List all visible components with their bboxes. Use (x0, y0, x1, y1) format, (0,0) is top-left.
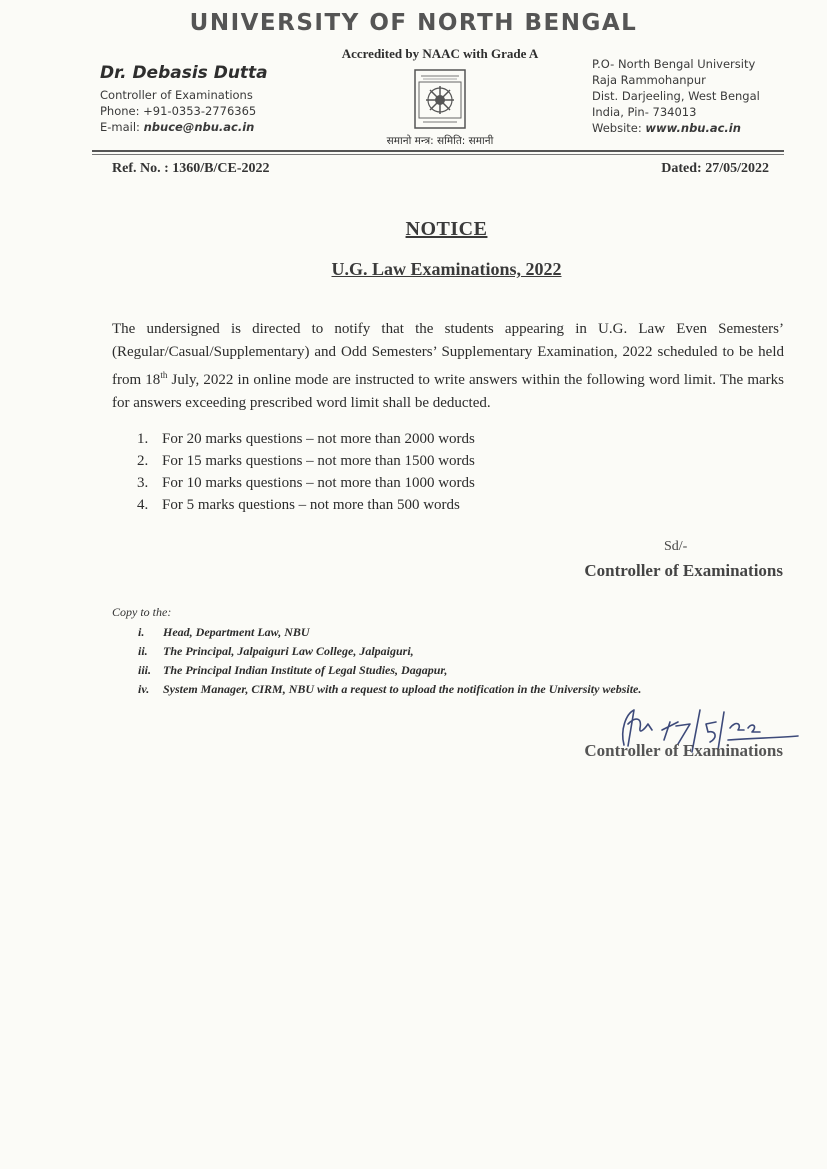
list-text: System Manager, CIRM, NBU with a request to upload the notification in the University website. (163, 682, 642, 696)
university-name: UNIVERSITY OF NORTH BENGAL (189, 10, 638, 36)
list-item (137, 494, 475, 516)
signatory-title: Controller of Examinations (584, 561, 783, 580)
list-text: The Principal Indian Institute of Legal Studies, Dagapur, (163, 663, 448, 677)
notice-body (112, 318, 784, 415)
website-label: Website: (592, 121, 646, 135)
list-item (138, 661, 641, 680)
website-line (592, 120, 760, 136)
controller-designation: Controller of Examinations (100, 88, 253, 102)
address-line-4: India, Pin- 734013 (592, 105, 697, 119)
copy-to-heading: Copy to the: (112, 605, 172, 619)
notice-date: Dated: 27/05/2022 (661, 161, 769, 176)
list-number: 4. (137, 497, 149, 513)
list-number: 3. (137, 475, 149, 491)
notice-subtitle: U.G. Law Examinations, 2022 (331, 259, 562, 279)
list-number: 1. (137, 431, 149, 447)
list-item (138, 623, 641, 642)
reference-number: Ref. No. : 1360/B/CE-2022 (112, 161, 270, 176)
body-superscript: th (160, 370, 168, 380)
list-text: The Principal, Jalpaiguri Law College, Jalpaiguri, (163, 644, 414, 658)
list-item (138, 642, 641, 661)
list-number: iv. (138, 682, 150, 696)
list-text: For 10 marks questions – not more than 1000 words (162, 475, 475, 491)
address-block (592, 56, 760, 136)
list-item (137, 472, 475, 494)
email-label: E-mail: (100, 120, 144, 134)
list-number: i. (138, 625, 145, 639)
header-divider-thin (92, 154, 784, 155)
controller-email-line (100, 119, 268, 135)
word-limit-list (137, 428, 475, 516)
list-text: For 20 marks questions – not more than 2000 words (162, 431, 475, 447)
address-line-2: Raja Rammohanpur (592, 73, 706, 87)
university-emblem-icon (413, 68, 467, 130)
notice-title: NOTICE (405, 218, 488, 240)
signatory-title-signed: Controller of Examinations (584, 741, 783, 760)
controller-phone: Phone: +91-0353-2776365 (100, 104, 257, 118)
header-divider (92, 150, 784, 152)
body-part-1: The undersigned is directed to notify that the students appearing in U.G. Law Even Semesters’ (Regular/Casual/Supplementary) and Odd Semesters’ Supplementary Examination, 2022 scheduled to be held from 18 (112, 321, 784, 388)
sd-mark: Sd/- (664, 539, 688, 554)
list-text: For 15 marks questions – not more than 1500 words (162, 453, 475, 469)
body-part-2: July, 2022 in online mode are instructed to write answers within the following word limit. The marks for answers exceeding prescribed word limit shall be deducted. (112, 372, 784, 411)
list-text: Head, Department Law, NBU (163, 625, 310, 639)
controller-email: nbuce@nbu.ac.in (143, 120, 255, 134)
university-motto: समानो मन्त्र: समिति: समानी (386, 135, 494, 147)
list-number: 2. (137, 453, 149, 469)
address-line-3: Dist. Darjeeling, West Bengal (592, 89, 760, 103)
list-item (137, 428, 475, 450)
accreditation-text: Accredited by NAAC with Grade A (341, 46, 539, 61)
website-link[interactable]: www.nbu.ac.in (645, 121, 741, 135)
list-number: iii. (138, 663, 152, 677)
copy-to-list (138, 623, 641, 699)
controller-contact-block (100, 63, 268, 135)
list-item (138, 680, 641, 699)
controller-name: Dr. Debasis Dutta (100, 63, 268, 83)
list-item (137, 450, 475, 472)
address-line-1: P.O- North Bengal University (592, 57, 756, 71)
list-number: ii. (138, 644, 148, 658)
accreditation-block (300, 46, 580, 148)
list-text: For 5 marks questions – not more than 500 words (162, 497, 460, 513)
